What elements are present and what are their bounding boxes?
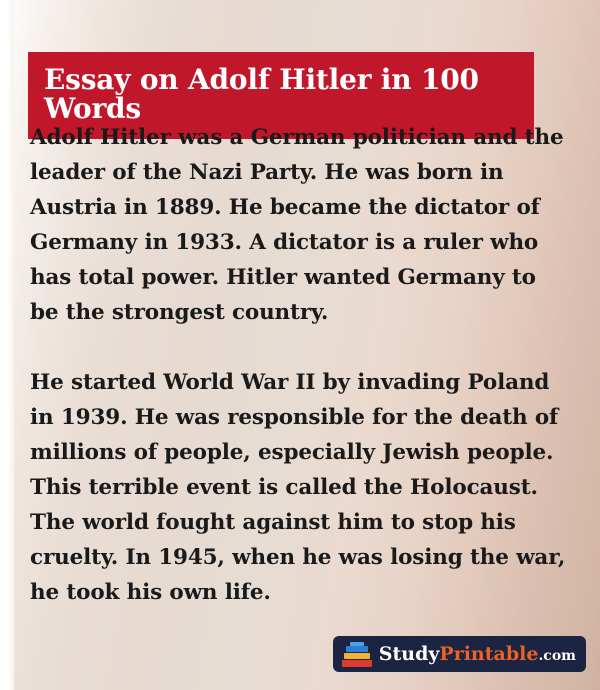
logo-text-printable: Printable [439,642,539,665]
paragraph-1: Adolf Hitler was a German politician and the leader of the Nazi Party. He was born in Austria in 1889. He became the dictator of Germany in 1933. A dictator is a ruler who has total power. Hitler wanted Germany to be the strongest country. [30,125,564,325]
stacked-books-icon [341,641,373,667]
logo-wordmark [378,642,576,665]
essay-body [30,120,570,610]
logo-text-dotcom: .com [538,647,576,664]
paragraph-2: He started World War II by invading Poland in 1939. He was responsible for the death of millions of people, especially Jewish people. This terrible event is called the Holocaust. The world fought against him to stop his cruelty. In 1945, when he was losing the war, he took his own life. [30,370,566,605]
site-logo[interactable] [333,636,586,672]
document-content [28,0,572,690]
page-title: Essay on Adolf Hitler in 100 Words [44,63,479,126]
logo-text-study: Study [378,642,440,665]
